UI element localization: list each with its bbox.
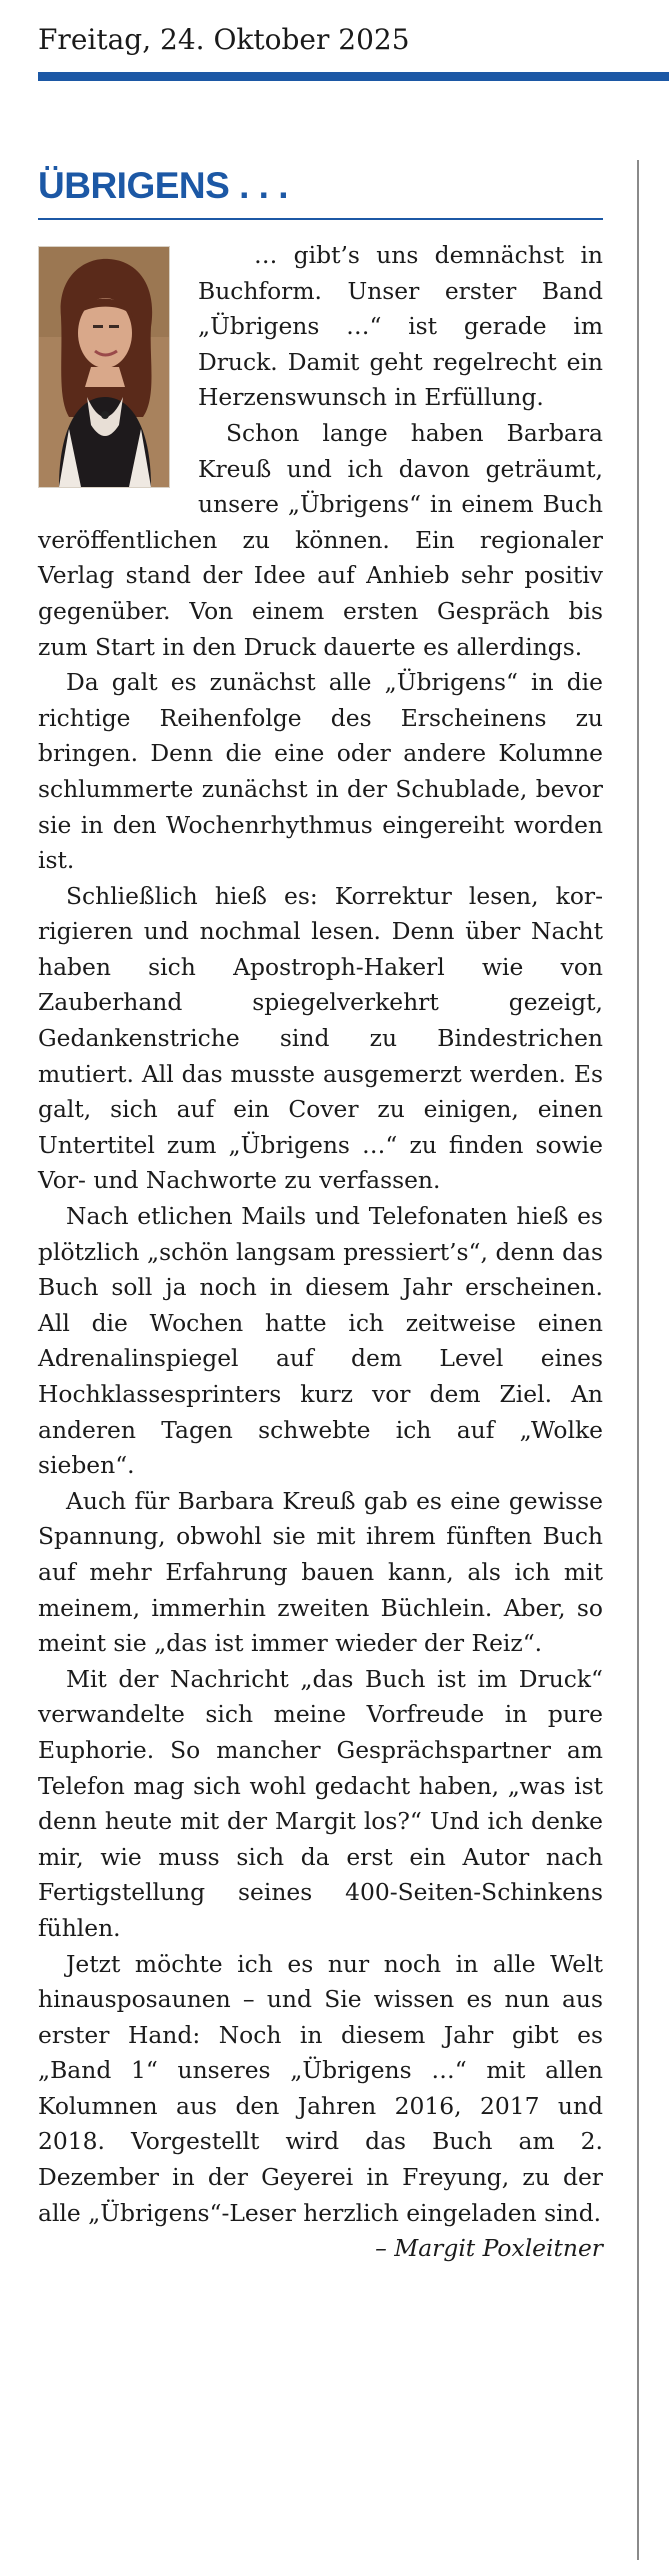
paragraph-1: … gibt’s uns demnächst in Buchform. Unser erster Band „Übrigens …“ ist gerade im Druck. Damit geht regelrecht ein Herzenswunsch in Erfüllung. <box>198 241 603 412</box>
paragraph-8 <box>38 1947 603 2263</box>
column-divider <box>637 160 639 2560</box>
paragraph-5: Nach etlichen Mails und Telefonaten hieß es plötzlich „schön langsam pressiert’s“, denn das Buch soll ja noch in diesem Jahr erscheinen. All die Wochen hatte ich zeitweise einen Adrenalinspiegel auf dem Level eines Hochklassesprinters kurz vor dem Ziel. An anderen Tagen schwebte ich auf „Wolke sieben“. <box>38 1202 603 1480</box>
author-signature: – Margit Poxleitner <box>375 2234 603 2263</box>
date-line: Freitag, 24. Oktober 2025 <box>38 23 410 56</box>
paragraph-2: Schon lange haben Barbara Kreuß und ich davon geträumt, unsere „Übrigens“ in einem Buch veröffentlichen zu können. Ein regionaler Verlag stand der Idee auf Anhieb sehr positiv gegenüber. Von einem ersten Gespräch bis zum Start in den Druck dauerte es allerdings. <box>38 418 603 661</box>
photo-float-spacer <box>38 246 180 496</box>
paragraph-7: Mit der Nachricht „das Buch ist im Druck“ verwandelte sich meine Vorfreude in pure Euphorie. So mancher Gesprächspartner am Telefon mag sich wohl gedacht haben, „was ist denn heute mit der Margit los?“ Und ich denke mir, wie muss sich da erst ein Autor nach Fertigstellung seines 400-Seiten-Schinkens fühlen. <box>38 1664 603 1942</box>
header-rule <box>38 72 669 81</box>
paragraph-8-text: Jetzt möchte ich es nur noch in alle Welt hinausposaunen – und Sie wissen es nun aus erster Hand: Noch in diesem Jahr gibt es „Band 1“ unseres „Übrigens …“ mit allen Kolumnen aus den Jahren 2016, 2017 und 2018. Vorgestellt wird das Buch am 2. Dezember in der Geyerei in Freyung, zu der alle „Übrigens“-Leser herzlich eingeladen sind. <box>38 1949 603 2227</box>
column-article <box>38 238 603 2267</box>
page-header <box>38 22 669 58</box>
paragraph-3: Da galt es zunächst alle „Übrigens“ in die richtige Reihenfolge des Erscheinens zu bringen. Denn die eine oder andere Kolumne schlummerte zunächst in der Schublade, bevor sie in den Wochenrhythmus eingereiht worden ist. <box>38 668 603 875</box>
paragraph-4: Schließlich hieß es: Korrektur lesen, korrigieren und nochmal lesen. Denn über Nacht haben sich Apostroph-Hakerl wie von Zauberhand spiegelverkehrt gezeigt, Gedankenstriche sind zu Bindestrichen mutiert. All das musste ausgemerzt werden. Es galt, sich auf ein Cover zu einigen, einen Untertitel zum „Übrigens …“ zu finden sowie Vor- und Nachworte zu verfassen. <box>38 881 603 1195</box>
paragraph-6: Auch für Barbara Kreuß gab es eine gewisse Spannung, obwohl sie mit ihrem fünften Buch auf mehr Erfahrung bauen kann, als ich mit meinem, immerhin zweiten Büchlein. Aber, so meint sie „das ist immer wieder der Reiz“. <box>38 1486 603 1658</box>
headline-underline <box>38 218 603 220</box>
column-headline: ÜBRIGENS . . . <box>38 165 288 206</box>
